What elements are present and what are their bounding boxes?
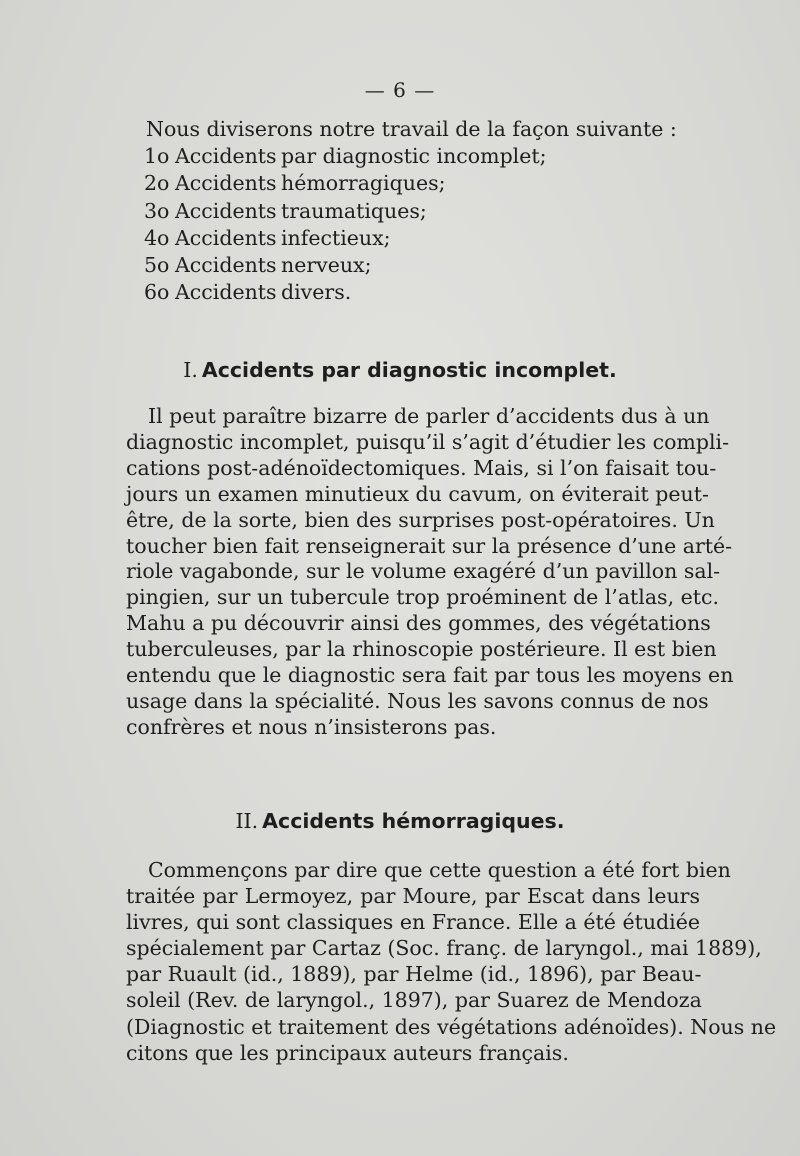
section-title: Accidents par diagnostic incomplet. (201, 358, 617, 382)
text-line: être, de la sorte, bien des surprises post-opératoires. Un (126, 507, 715, 532)
list-text: nerveux; (281, 253, 372, 278)
list-number: 3o (144, 198, 170, 223)
list-word: Accidents (175, 225, 277, 250)
text-line: entendu que le diagnostic sera fait par tous les moyens en (126, 663, 734, 688)
section-heading-1 (0, 358, 800, 382)
list-item (144, 252, 547, 279)
section-title: Accidents hémorragiques. (262, 809, 565, 833)
text-line: jours un examen minutieux du cavum, on éviterait peut- (126, 481, 709, 506)
text-line: soleil (Rev. de laryngol., 1897), par Suarez de Mendoza (126, 988, 702, 1013)
text-line: spécialement par Cartaz (Soc. franç. de laryngol., mai 1889), (126, 936, 762, 961)
list-text: hémorragiques; (281, 171, 446, 196)
intro-line: Nous diviserons notre travail de la façon suivante : (146, 117, 677, 141)
text-line: par Ruault (id., 1889), par Helme (id., 1896), par Beau- (126, 962, 702, 987)
list-word: Accidents (175, 144, 277, 168)
list-word: Accidents (175, 280, 277, 305)
text-line: confrères et nous n’insisterons pas. (126, 714, 497, 739)
list-item (144, 170, 547, 197)
text-line: citons que les principaux auteurs français. (126, 1040, 569, 1065)
text-line: (Diagnostic et traitement des végétations adénoïdes). Nous ne (126, 1014, 777, 1039)
list-number: 2o (144, 171, 170, 196)
text-line: riole vagabonde, sur le volume exagéré d’un pavillon sal- (126, 559, 721, 584)
page-number: — 6 — (364, 78, 436, 102)
list-item (144, 143, 547, 170)
text-line: livres, qui sont classiques en France. Elle a été étudiée (126, 910, 700, 935)
list-word: Accidents (175, 253, 277, 278)
section-number: I. (183, 358, 198, 382)
list-word: Accidents (175, 171, 277, 196)
list-item (144, 225, 547, 252)
section-number: II. (235, 809, 259, 833)
text-line: diagnostic incomplet, puisqu’il s’agit d’étudier les compli- (126, 429, 730, 454)
section-heading-2 (0, 809, 800, 833)
text-line: Commençons par dire que cette question a été fort bien (148, 858, 731, 882)
text-line: cations post-adénoïdectomiques. Mais, si l’on faisait tou- (126, 455, 717, 480)
section-1-paragraph (126, 404, 734, 741)
list-number: 4o (144, 225, 170, 250)
text-line: traitée par Lermoyez, par Moure, par Escat dans leurs (126, 884, 700, 909)
list-text: par diagnostic incomplet; (281, 144, 547, 168)
list-number: 1o (144, 144, 170, 168)
list-item (144, 198, 547, 225)
list-text: traumatiques; (281, 198, 427, 223)
text-line: Il peut paraître bizarre de parler d’accidents dus à un (148, 404, 710, 428)
text-line: Mahu a pu découvrir ainsi des gommes, des végétations (126, 611, 711, 636)
text-line: usage dans la spécialité. Nous les savons connus de nos (126, 688, 709, 713)
list-item (144, 279, 547, 306)
text-line: tuberculeuses, par la rhinoscopie postérieure. Il est bien (126, 637, 717, 662)
list-text: divers. (281, 280, 352, 305)
outline-list (144, 143, 547, 307)
list-number: 5o (144, 253, 170, 278)
list-word: Accidents (175, 198, 277, 223)
text-line: toucher bien fait renseignerait sur la présence d’une arté- (126, 533, 733, 558)
section-2-paragraph (126, 857, 777, 1066)
list-number: 6o (144, 280, 170, 305)
text-line: pingien, sur un tubercule trop proéminent de l’atlas, etc. (126, 585, 719, 610)
list-text: infectieux; (281, 225, 391, 250)
